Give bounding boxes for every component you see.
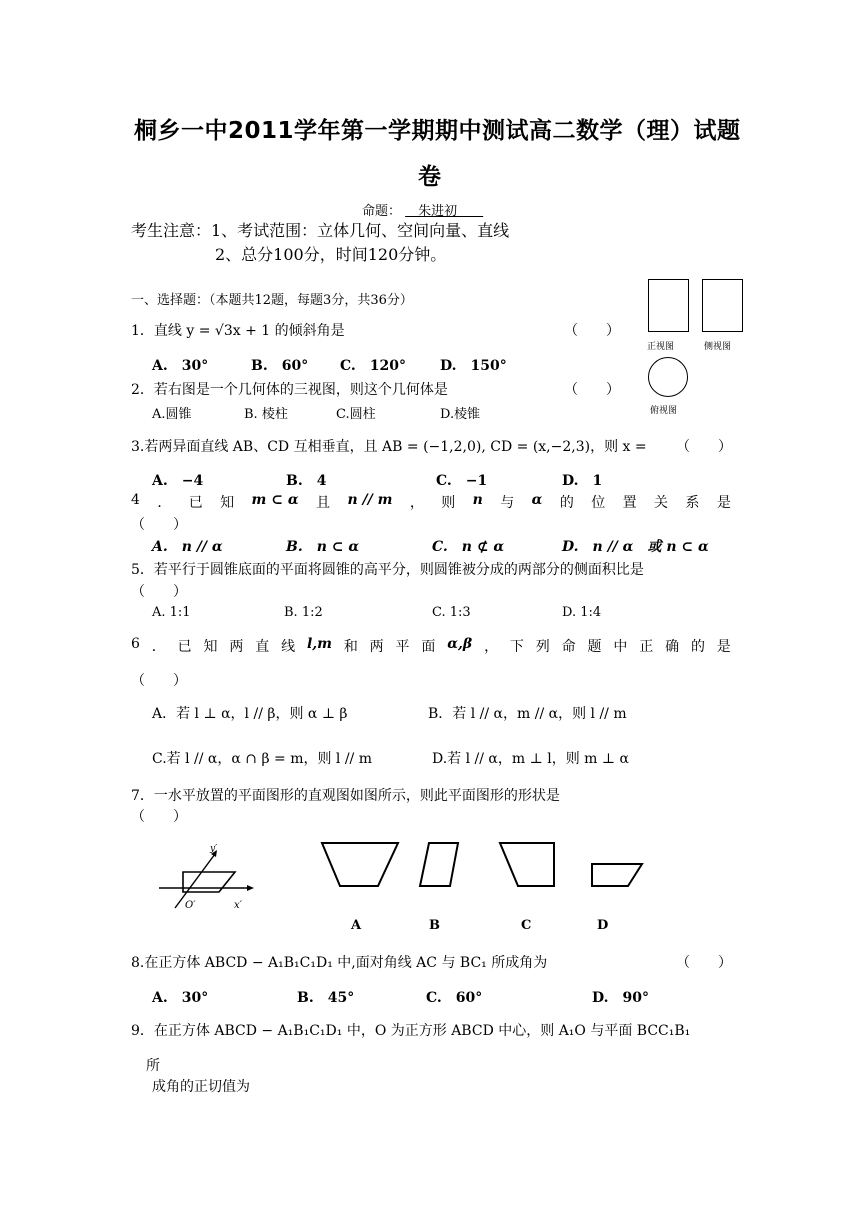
q4-stem-token: 位: [591, 495, 606, 511]
exam-title-line2: 卷: [418, 164, 442, 190]
q7-paren: （ ）: [131, 809, 187, 825]
q1-option-d: D. 150°: [440, 358, 507, 374]
q5-option-b: B. 1:2: [284, 605, 323, 620]
q8-option-d: D. 90°: [592, 990, 649, 1006]
q6-stem-token: 和: [343, 639, 358, 655]
q4-stem-token: ，: [409, 495, 424, 511]
q6-stem-token: 两: [369, 639, 384, 655]
exam-title-line1: 桐乡一中2011学年第一学期期中测试高二数学（理）试题: [134, 118, 741, 144]
q5-option-d: D. 1:4: [562, 605, 602, 620]
q5-stem: 5．若平行于圆锥底面的平面将圆锥的高平分，则圆锥被分成的两部分的侧面积比是: [131, 562, 644, 578]
q3-option-b: B. 4: [286, 473, 327, 489]
front-view-rect: [648, 279, 689, 332]
q6-stem-token: 题: [587, 639, 602, 655]
q6-stem-token: 命: [561, 639, 576, 655]
q8-option-c: C. 60°: [426, 990, 483, 1006]
q9-stem: 9．在正方体 ABCD − A₁B₁C₁D₁ 中，O 为正方形 ABCD 中心，则 A₁O 与平面 BCC₁B₁: [131, 1023, 691, 1039]
q4-stem-token: 则: [441, 495, 456, 511]
q4-paren: （ ）: [131, 517, 187, 533]
q7-stem: 7．一水平放置的平面图形的直观图如图所示，则此平面图形的形状是: [131, 788, 560, 804]
q4-stem-token: 已: [188, 495, 203, 511]
q4-stem-token: α: [531, 492, 543, 508]
oblique-shape: [183, 872, 235, 892]
q4-option-d: D. n // α 或 n ⊂ α: [562, 539, 709, 555]
q9-continuation-2: 成角的正切值为: [152, 1079, 250, 1095]
q4-option-b: B. n ⊂ α: [286, 539, 360, 555]
q6-stem-token: 是: [716, 639, 731, 655]
notice-1: 考生注意：1、考试范围：立体几何、空间向量、直线: [131, 221, 510, 240]
top-view-label: 俯视图: [650, 406, 678, 416]
q6-stem-token: 确: [665, 639, 680, 655]
q5-paren: （ ）: [131, 584, 187, 600]
q6-option-d: D.若 l // α，m ⊥ l，则 m ⊥ α: [432, 751, 629, 767]
q6-stem-token: 列: [535, 639, 550, 655]
q7-axis-o-label: O′: [185, 900, 196, 911]
q7-axis-y-label: y′: [210, 844, 218, 854]
q7-option-shapes: [318, 838, 658, 893]
q3-paren: （ ）: [676, 439, 732, 455]
q6-stem-token: 的: [690, 639, 705, 655]
q3-option-d: D. 1: [562, 473, 603, 489]
q2-paren: （ ）: [564, 382, 620, 398]
notice-2: 2、总分100分，时间120分钟。: [215, 245, 447, 264]
shape-a-trapezoid: [322, 843, 398, 886]
q4-stem-token: 知: [220, 495, 235, 511]
q6-stem-token: 直: [255, 639, 270, 655]
q4-stem-token: 关: [654, 495, 669, 511]
q1-option-b: B. 60°: [251, 358, 309, 374]
top-view-circle: [648, 357, 688, 397]
q4-stem-token: 且: [316, 495, 331, 511]
q2-option-c: C.圆柱: [336, 407, 376, 422]
q4-stem: [131, 492, 731, 512]
q7-label-b: B: [429, 918, 440, 933]
q4-stem-token: 与: [500, 495, 515, 511]
side-view-label: 侧视图: [704, 342, 732, 352]
q6-stem-token: 线: [281, 639, 296, 655]
q6-stem-token: α,β: [447, 636, 473, 652]
q1-paren: （ ）: [564, 323, 620, 339]
q6-stem-token: 知: [203, 639, 218, 655]
q3-option-c: C. −1: [436, 473, 488, 489]
q6-option-b: B．若 l // α，m // α，则 l // m: [428, 706, 627, 722]
front-view-label: 正视图: [647, 342, 675, 352]
q6-stem-token: 6: [131, 636, 140, 652]
q5-option-a: A. 1:1: [152, 605, 191, 620]
q4-stem-token: m ⊂ α: [251, 492, 299, 508]
q6-stem-token: l,m: [306, 636, 332, 652]
q4-option-c: C. n ⊄ α: [432, 539, 505, 555]
q6-stem-token: 下: [509, 639, 524, 655]
q5-option-c: C. 1:3: [432, 605, 471, 620]
q4-stem-token: 置: [622, 495, 637, 511]
q3-option-a: A. −4: [152, 473, 204, 489]
author-name: 朱进初: [405, 204, 484, 219]
q2-option-d: D.棱锥: [440, 407, 481, 422]
q6-stem-token: 已: [177, 639, 192, 655]
q6-stem: [131, 636, 731, 656]
q8-stem: 8.在正方体 ABCD − A₁B₁C₁D₁ 中,面对角线 AC 与 BC₁ 所成角为: [131, 955, 548, 971]
q2-stem: 2．若右图是一个几何体的三视图，则这个几何体是: [131, 382, 448, 398]
q6-stem-token: ，: [484, 639, 499, 655]
q9-continuation-1: 所: [146, 1058, 160, 1074]
q1-stem: 1．直线 y = √3x + 1 的倾斜角是: [131, 323, 345, 339]
q1-option-a: A. 30°: [152, 358, 209, 374]
q3-stem: 3.若两异面直线 AB、CD 互相垂直，且 AB = (−1,2,0), CD = (x,−2,3)，则 x =: [131, 439, 647, 455]
shape-b-parallelogram: [420, 843, 458, 886]
q7-label-a: A: [351, 918, 362, 933]
q8-paren: （ ）: [676, 955, 732, 971]
q6-stem-token: 平: [395, 639, 410, 655]
x-axis-arrow: [247, 885, 254, 891]
side-view-rect: [702, 279, 743, 332]
author-line: [362, 200, 483, 219]
q4-stem-token: 是: [716, 495, 731, 511]
q6-stem-token: 两: [229, 639, 244, 655]
q6-stem-token: 正: [639, 639, 654, 655]
shape-c-trapezoid: [500, 843, 554, 886]
q8-option-b: B. 45°: [297, 990, 355, 1006]
q6-stem-token: 中: [613, 639, 628, 655]
q4-stem-token: n // m: [347, 492, 393, 508]
q7-oblique-diagram: [155, 840, 260, 920]
q2-option-a: A.圆锥: [152, 407, 192, 422]
q6-stem-token: ．: [151, 639, 166, 655]
q6-stem-token: 面: [421, 639, 436, 655]
q6-paren: （ ）: [131, 673, 187, 689]
author-label: 命题：: [362, 204, 402, 219]
q4-stem-token: 系: [685, 495, 700, 511]
q6-option-a: A．若 l ⊥ α，l // β，则 α ⊥ β: [152, 706, 348, 722]
q1-option-c: C. 120°: [340, 358, 406, 374]
q8-option-a: A. 30°: [152, 990, 209, 1006]
q2-option-b: B. 棱柱: [244, 407, 288, 422]
q7-axis-x-label: x′: [234, 900, 242, 911]
q4-stem-token: ．: [157, 495, 172, 511]
section-heading: 一、选择题：（本题共12题，每题3分，共36分）: [131, 293, 413, 308]
q4-option-a: A. n // α: [152, 539, 223, 555]
q4-stem-token: n: [472, 492, 483, 508]
q4-stem-token: 的: [559, 495, 574, 511]
q7-label-d: D: [597, 918, 609, 933]
shape-d-trapezoid: [592, 864, 642, 886]
q4-stem-token: 4: [131, 492, 140, 508]
q6-option-c: C.若 l // α，α ∩ β = m，则 l // m: [152, 751, 373, 767]
q7-label-c: C: [521, 918, 532, 933]
